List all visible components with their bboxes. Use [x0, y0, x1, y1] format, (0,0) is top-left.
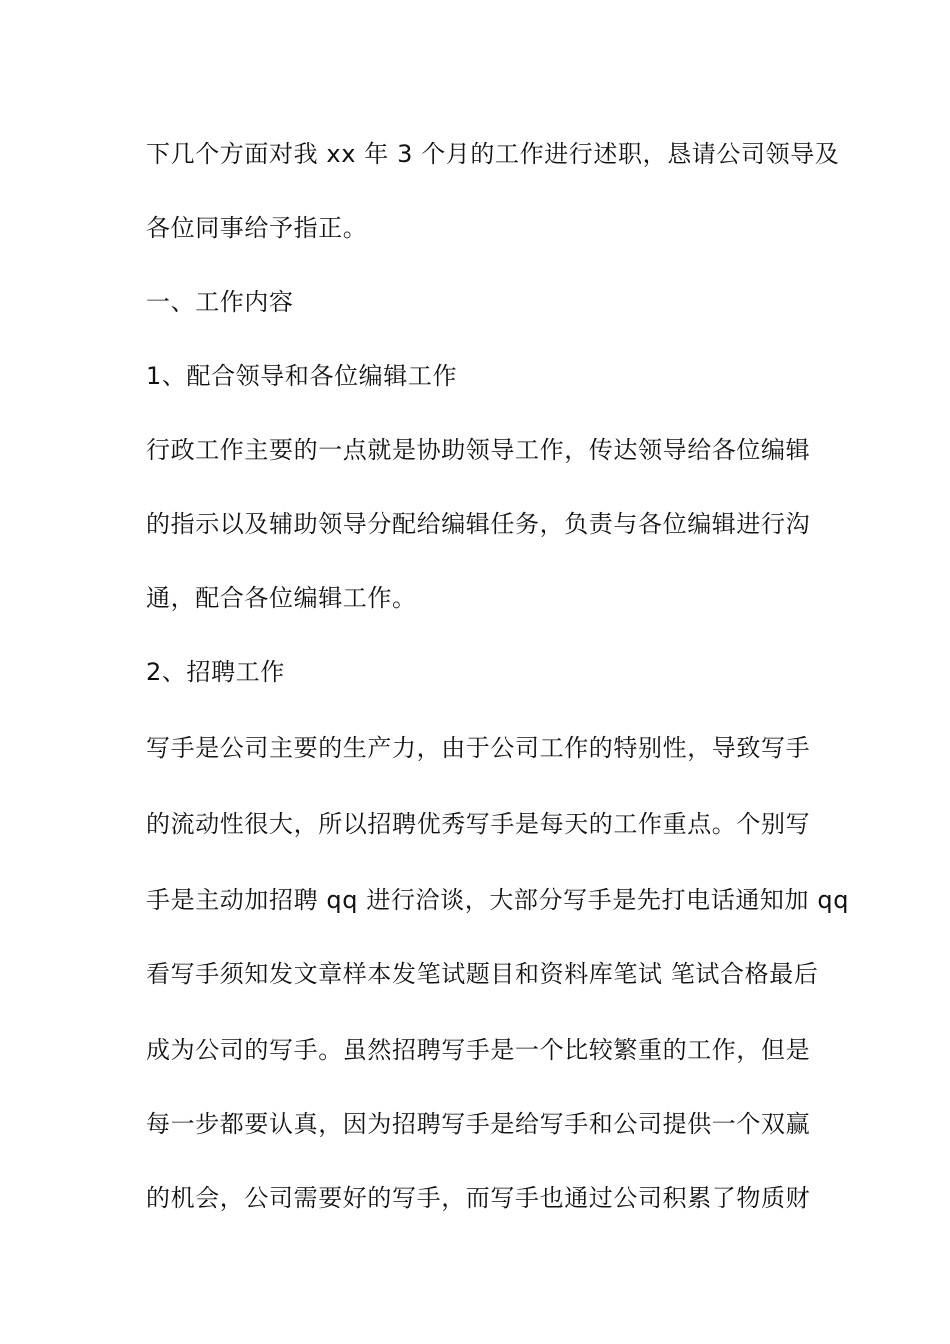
paragraph-line: 手是主动加招聘 qq 进行洽谈，大部分写手是先打电话通知加 qq: [146, 886, 850, 914]
paragraph-line: 下几个方面对我 xx 年 3 个月的工作进行述职，恳请公司领导及: [146, 140, 840, 168]
paragraph-line: 成为公司的写手。虽然招聘写手是一个比较繁重的工作，但是: [146, 1036, 811, 1064]
paragraph-line: 的机会，公司需要好的写手，而写手也通过公司积累了物质财: [146, 1184, 811, 1212]
paragraph-line: 的流动性很大，所以招聘优秀写手是每天的工作重点。个别写: [146, 810, 811, 838]
paragraph-line: 的指示以及辅助领导分配给编辑任务，负责与各位编辑进行沟: [146, 510, 811, 538]
paragraph-line: 看写手须知发文章样本发笔试题目和资料库笔试 笔试合格最后: [146, 960, 819, 988]
paragraph-line: 各位同事给予指正。: [146, 214, 368, 242]
subsection-heading: 2、招聘工作: [146, 658, 285, 686]
subsection-heading: 1、配合领导和各位编辑工作: [146, 362, 458, 390]
paragraph-line: 写手是公司主要的生产力，由于公司工作的特别性，导致写手: [146, 734, 811, 762]
paragraph-line: 每一步都要认真，因为招聘写手是给写手和公司提供一个双赢: [146, 1110, 811, 1138]
paragraph-line: 通，配合各位编辑工作。: [146, 584, 417, 612]
paragraph-line: 行政工作主要的一点就是协助领导工作，传达领导给各位编辑: [146, 436, 811, 464]
section-heading: 一、工作内容: [146, 288, 294, 316]
